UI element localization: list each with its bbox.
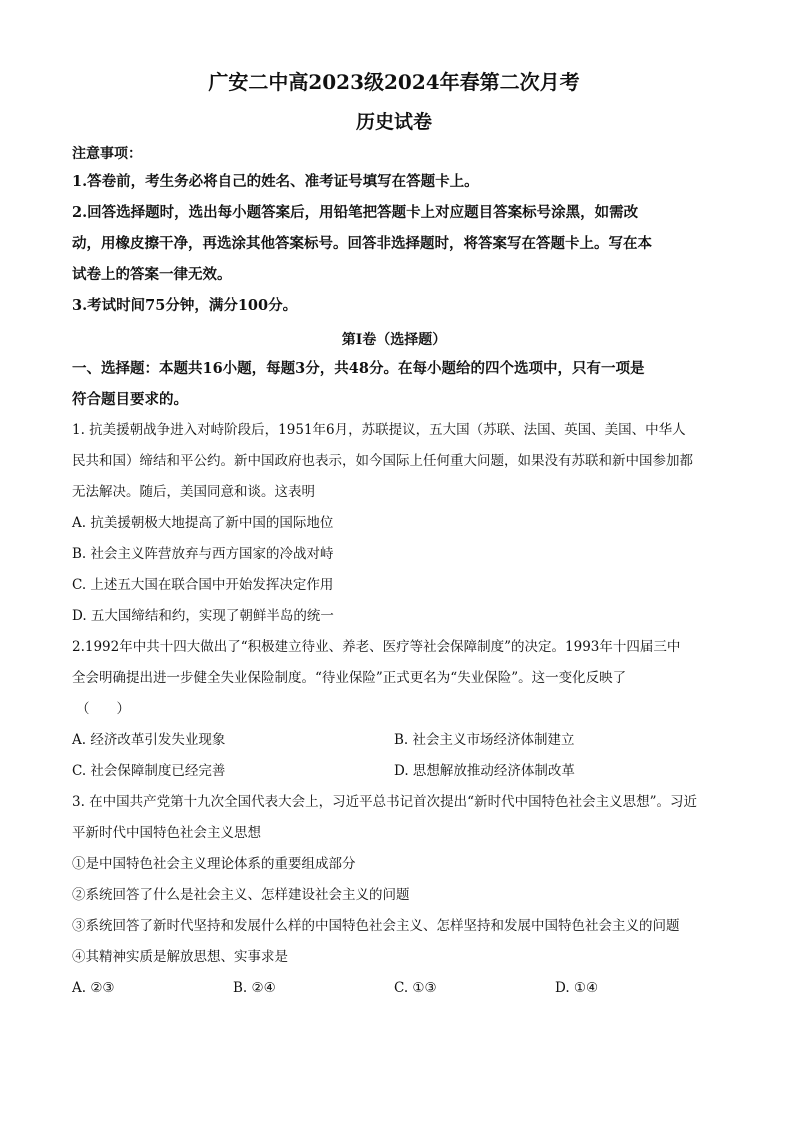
- question-stem: 3. 在中国共产党第十九次全国代表大会上，习近平总书记首次提出“新时代中国特色社会主义思想”。习近: [72, 794, 697, 810]
- option-d: D. ①④: [555, 980, 599, 996]
- option-d: D. 思想解放推动经济体制改革: [394, 763, 575, 779]
- question-stem: 民共和国）缔结和平公约。新中国政府也表示，如今国际上任何重大问题，如果没有苏联和新中国参加都: [72, 453, 693, 469]
- question-stem: 2.1992年中共十四大做出了“积极建立待业、养老、医疗等社会保障制度”的决定。1993年十四届三中: [72, 639, 681, 655]
- option-row: [72, 756, 716, 787]
- section-intro: 符合题目要求的。: [72, 391, 188, 408]
- statement-1: ①是中国特色社会主义理论体系的重要组成部分: [72, 856, 356, 872]
- question-1: [72, 415, 716, 632]
- question-3: [72, 787, 716, 1004]
- question-stem: 平新时代中国特色社会主义思想: [72, 825, 261, 841]
- notice-item: 1.答卷前，考生务必将自己的姓名、准考证号填写在答题卡上。: [72, 173, 479, 190]
- option-a: A. 经济改革引发失业现象: [72, 732, 226, 748]
- option-b: B. 社会主义市场经济体制建立: [394, 732, 575, 748]
- exam-title: 广安二中高2023级2024年春第二次月考: [208, 70, 580, 94]
- option-row: [72, 973, 716, 1004]
- notice-item: 动，用橡皮擦干净，再选涂其他答案标号。回答非选择题时，将答案写在答题卡上。写在本: [72, 235, 652, 252]
- notice-item: 2.回答选择题时，选出每小题答案后，用铅笔把答题卡上对应题目答案标号涂黑，如需改: [72, 204, 639, 221]
- answer-blank: （ ）: [76, 701, 130, 717]
- statement-4: ④其精神实质是解放思想、实事求是: [72, 949, 288, 965]
- question-stem: 全会明确提出进一步健全失业保险制度。“待业保险”正式更名为“失业保险”。这一变化反映了: [72, 670, 627, 686]
- statement-3: ③系统回答了新时代坚持和发展什么样的中国特色社会主义、怎样坚持和发展中国特色社会主义的问题: [72, 918, 680, 934]
- exam-subtitle: 历史试卷: [355, 111, 432, 133]
- option-c: C. 社会保障制度已经完善: [72, 763, 226, 779]
- question-stem: 1. 抗美援朝战争进入对峙阶段后，1951年6月，苏联提议，五大国（苏联、法国、英国、美国、中华人: [72, 422, 686, 438]
- section-intro: 一、选择题：本题共16小题，每题3分，共48分。在每小题给的四个选项中，只有一项是: [72, 360, 645, 377]
- option-b: B. 社会主义阵营放弃与西方国家的冷战对峙: [72, 546, 334, 562]
- notice-item: 试卷上的答案一律无效。: [72, 266, 232, 283]
- question-2: [72, 632, 716, 787]
- statement-2: ②系统回答了什么是社会主义、怎样建设社会主义的问题: [72, 887, 410, 903]
- option-d: D. 五大国缔结和约，实现了朝鲜半岛的统一: [72, 608, 334, 624]
- option-a: A. ②③: [72, 980, 115, 996]
- option-row: [72, 725, 716, 756]
- notice-heading: 注意事项：: [72, 146, 142, 162]
- notice-item: 3.考试时间75分钟，满分100分。: [72, 297, 298, 314]
- option-b: B. ②④: [233, 980, 276, 996]
- section-title: 第Ⅰ卷（选择题）: [341, 332, 447, 348]
- notice-block: [72, 142, 716, 321]
- question-stem: 无法解决。随后，美国同意和谈。这表明: [72, 484, 315, 500]
- option-c: C. 上述五大国在联合国中开始发挥决定作用: [72, 577, 334, 593]
- option-c: C. ①③: [394, 980, 437, 996]
- option-a: A. 抗美援朝极大地提高了新中国的国际地位: [72, 515, 334, 531]
